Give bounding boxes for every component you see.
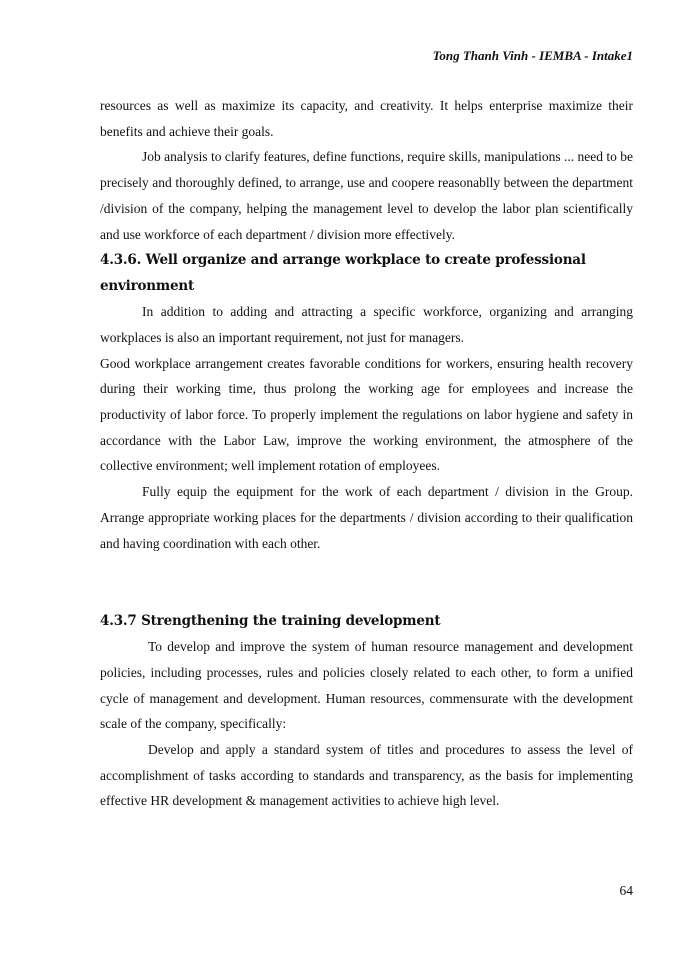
section-heading-4-3-7: 4.3.7 Strengthening the training development: [100, 613, 441, 630]
spacer: [100, 556, 633, 608]
running-header: Tong Thanh Vinh - IEMBA - Intake1: [432, 48, 633, 63]
section-heading-4-3-6: 4.3.6. Well organize and arrange workplace to create professional environment: [100, 252, 586, 295]
paragraph: Job analysis to clarify features, define functions, require skills, manipulations ... need to be precisely and thoroughly defined, to arrange, use and coopere reasonablly between the department /division of the company, helping the management level to develop the labor plan scientifically and use workforce of each department / division more effectively.: [100, 149, 633, 242]
paragraph: To develop and improve the system of human resource management and development policies, including processes, rules and policies closely related to each other, to form a unified cycle of management and development. Human resources, commensurate with the development scale of the company, specifically:: [100, 639, 633, 732]
page-body: [100, 93, 633, 814]
paragraph: In addition to adding and attracting a specific workforce, organizing and arranging workplaces is also an important requirement, not just for managers.: [100, 304, 633, 345]
paragraph: Fully equip the equipment for the work of each department / division in the Group. Arrange appropriate working places for the departments / division according to their qualification and having coordination with each other.: [100, 484, 633, 551]
page-number: 64: [619, 883, 633, 898]
paragraph: resources as well as maximize its capacity, and creativity. It helps enterprise maximize their benefits and achieve their goals.: [100, 98, 633, 139]
paragraph: Good workplace arrangement creates favorable conditions for workers, ensuring health recovery during their working time, thus prolong the working age for employees and increase the productivity of labor force. To properly implement the regulations on labor hygiene and safety in accordance with the Labor Law, improve the working environment, the atmosphere of the collective environment; well implement rotation of employees.: [100, 355, 633, 474]
paragraph: Develop and apply a standard system of titles and procedures to assess the level of accomplishment of tasks according to standards and transparency, as the basis for implementing effective HR development & management activities to achieve high level.: [100, 742, 633, 809]
